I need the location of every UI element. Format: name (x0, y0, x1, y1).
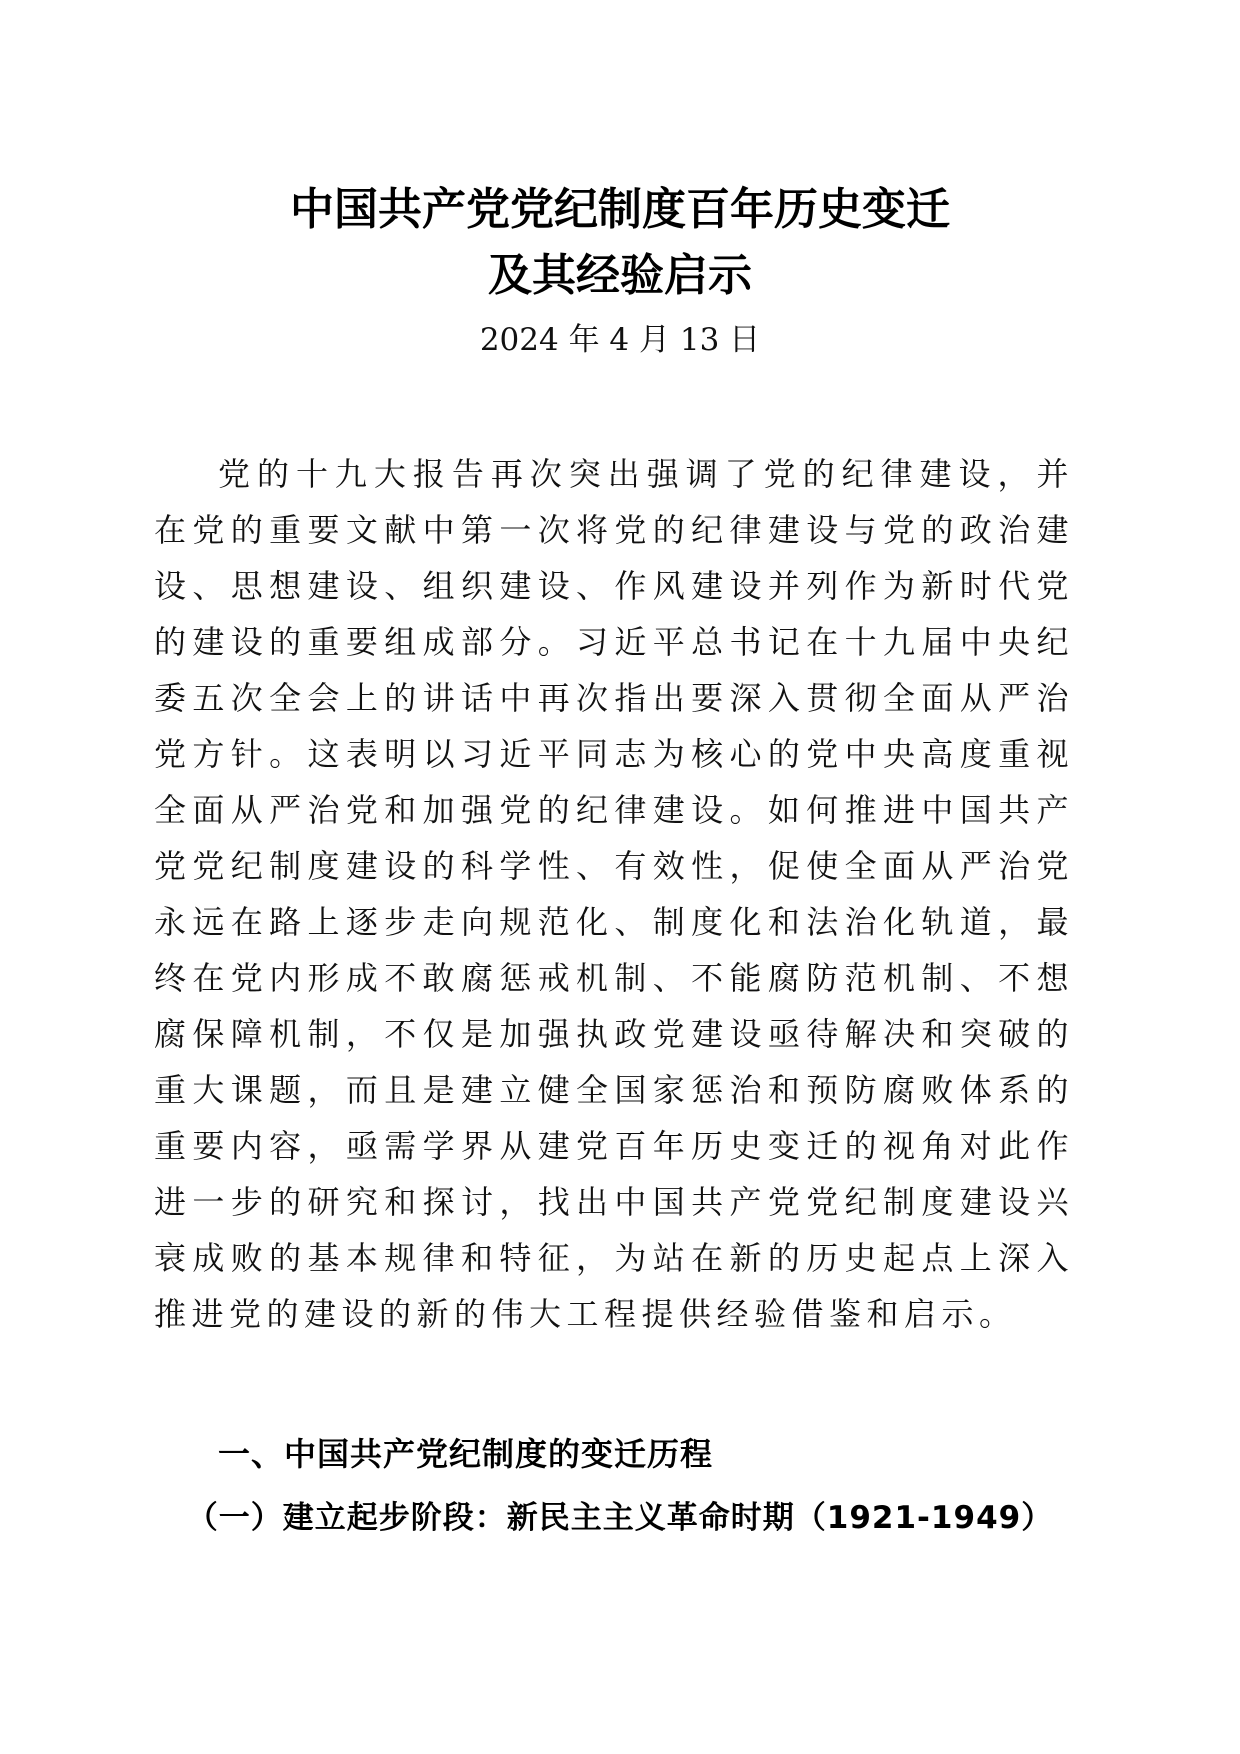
document-title-line-1: 中国共产党党纪制度百年历史变迁 (290, 184, 950, 235)
document-date: 2024 年 4 月 13 日 (479, 322, 761, 358)
body-paragraph: 党的十九大报告再次突出强调了党的纪律建设，并在党的重要文献中第一次将党的纪律建设与党的政治建设、思想建设、组织建设、作风建设并列作为新时代党的建设的重要组成部分。习近平总书记在十九届中央纪委五次全会上的讲话中再次指出要深入贯彻全面从严治党方针。这表明以习近平同志为核心的党中央高度重视全面从严治党和加强党的纪律建设。如何推进中国共产党党纪制度建设的科学性、有效性，促使全面从严治党永远在路上逐步走向规范化、制度化和法治化轨道，最终在党内形成不敢腐惩戒机制、不能腐防范机制、不想腐保障机制，不仅是加强执政党建设亟待解决和突破的重大课题，而且是建立健全国家惩治和预防腐败体系的重要内容，亟需学界从建党百年历史变迁的视角对此作进一步的研究和探讨，找出中国共产党党纪制度建设兴衰成败的基本规律和特征，为站在新的历史起点上深入推进党的建设的新的伟大工程提供经验借鉴和启示。 (154, 455, 1074, 1333)
subsection-heading: （一）建立起步阶段：新民主主义革命时期（1921-1949） (186, 1500, 1054, 1536)
section-heading: 一、中国共产党纪制度的变迁历程 (218, 1435, 714, 1473)
document-title-line-2: 及其经验启示 (488, 250, 752, 301)
